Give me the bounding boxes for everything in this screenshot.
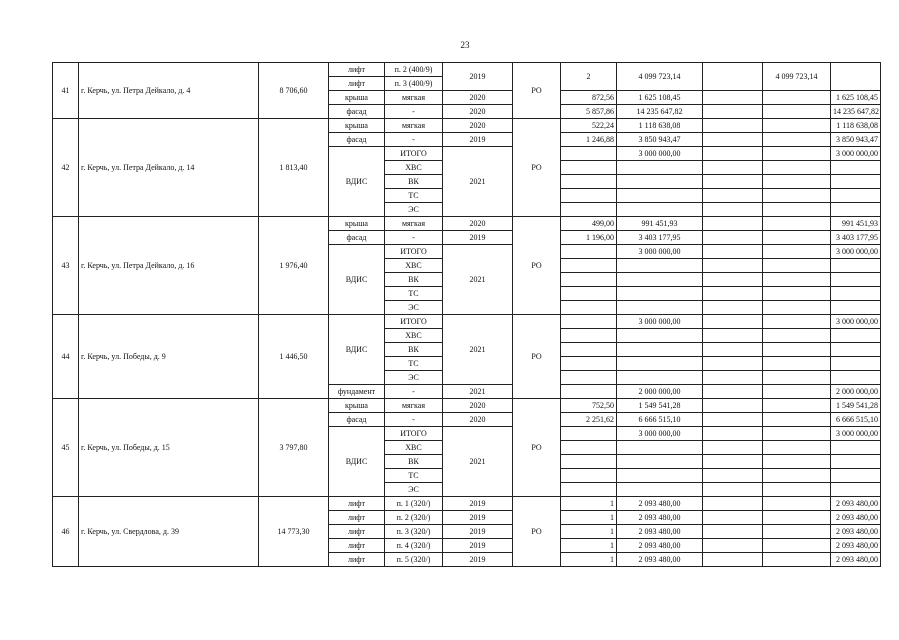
empty-cell xyxy=(831,175,881,189)
row-number: 41 xyxy=(53,63,79,119)
work-total: 2 093 480,00 xyxy=(831,525,881,539)
empty-cell xyxy=(763,119,831,133)
empty-cell xyxy=(703,133,763,147)
vdis-subtype: ЭС xyxy=(385,301,443,315)
empty-cell xyxy=(763,105,831,119)
vdis-cost: 3 000 000,00 xyxy=(617,147,703,161)
work-year: 2020 xyxy=(443,119,513,133)
address: г. Керчь, ул. Петра Дейкало, д. 4 xyxy=(79,63,259,119)
vdis-subtype: ВК xyxy=(385,175,443,189)
work-cost: 14 235 647,82 xyxy=(617,105,703,119)
empty-cell xyxy=(763,525,831,539)
fund-type: РО xyxy=(513,399,561,497)
vdis-label: ВДИС xyxy=(329,427,385,497)
empty-cell xyxy=(703,441,763,455)
work-type: крыша xyxy=(329,119,385,133)
vdis-total: 3 000 000,00 xyxy=(831,315,881,329)
empty-cell xyxy=(617,371,703,385)
empty-cell xyxy=(831,441,881,455)
table-row xyxy=(53,217,881,231)
empty-cell xyxy=(561,455,617,469)
empty-cell xyxy=(763,469,831,483)
work-type: фасад xyxy=(329,231,385,245)
empty-cell xyxy=(831,357,881,371)
work-total: 2 093 480,00 xyxy=(831,497,881,511)
fund-type: РО xyxy=(513,119,561,217)
work-cost: 2 093 480,00 xyxy=(617,553,703,567)
work-year: 2020 xyxy=(443,399,513,413)
row-number: 43 xyxy=(53,217,79,315)
empty-cell xyxy=(763,91,831,105)
work-qty: 1 xyxy=(561,497,617,511)
vdis-subtype: ЭС xyxy=(385,371,443,385)
vdis-subtype: ТС xyxy=(385,189,443,203)
work-qty: 1 xyxy=(561,553,617,567)
work-qty: 2 251,62 xyxy=(561,413,617,427)
vdis-subtype: ХВС xyxy=(385,329,443,343)
work-type: фундамент xyxy=(329,385,385,399)
empty-cell xyxy=(703,119,763,133)
empty-cell xyxy=(831,469,881,483)
vdis-subtype: ВК xyxy=(385,455,443,469)
vdis-total: 3 000 000,00 xyxy=(831,427,881,441)
work-qty: 5 857,86 xyxy=(561,105,617,119)
work-subtype: мягкая xyxy=(385,217,443,231)
empty-cell xyxy=(617,483,703,497)
empty-cell xyxy=(561,357,617,371)
empty-cell xyxy=(703,189,763,203)
empty-cell xyxy=(561,203,617,217)
empty-cell xyxy=(763,161,831,175)
work-year: 2019 xyxy=(443,511,513,525)
work-type: фасад xyxy=(329,413,385,427)
empty-cell xyxy=(831,343,881,357)
work-type: крыша xyxy=(329,399,385,413)
work-subtype: п. 1 (320/) xyxy=(385,497,443,511)
empty-cell xyxy=(703,427,763,441)
vdis-subtype: ИТОГО xyxy=(385,427,443,441)
empty-cell xyxy=(763,427,831,441)
address: г. Керчь, ул. Победы, д. 15 xyxy=(79,399,259,497)
empty-cell xyxy=(617,441,703,455)
vdis-subtype: ХВС xyxy=(385,161,443,175)
work-total: 2 000 000,00 xyxy=(831,385,881,399)
vdis-subtype: ТС xyxy=(385,287,443,301)
empty-cell xyxy=(763,147,831,161)
fund-type: РО xyxy=(513,217,561,315)
empty-cell xyxy=(617,259,703,273)
empty-cell xyxy=(561,175,617,189)
work-type: лифт xyxy=(329,63,385,77)
empty-cell xyxy=(763,329,831,343)
work-cost: 3 850 943,47 xyxy=(617,133,703,147)
address: г. Керчь, ул. Победы, д. 9 xyxy=(79,315,259,399)
vdis-cost: 3 000 000,00 xyxy=(617,315,703,329)
work-total: 3 850 943,47 xyxy=(831,133,881,147)
vdis-total: 3 000 000,00 xyxy=(831,245,881,259)
empty-cell xyxy=(703,245,763,259)
work-total: 2 093 480,00 xyxy=(831,539,881,553)
work-total: 14 235 647,82 xyxy=(831,105,881,119)
work-subtype: п. 3 (320/) xyxy=(385,525,443,539)
empty-cell xyxy=(831,63,881,91)
work-qty: 2 xyxy=(561,63,617,91)
empty-cell xyxy=(703,553,763,567)
empty-cell xyxy=(763,259,831,273)
work-year: 2019 xyxy=(443,539,513,553)
empty-cell xyxy=(617,161,703,175)
empty-cell xyxy=(703,231,763,245)
empty-cell xyxy=(703,525,763,539)
table-row xyxy=(53,497,881,511)
work-cost: 2 093 480,00 xyxy=(617,525,703,539)
empty-cell xyxy=(763,371,831,385)
empty-cell xyxy=(617,329,703,343)
empty-cell xyxy=(703,497,763,511)
work-year: 2019 xyxy=(443,525,513,539)
empty-cell xyxy=(763,441,831,455)
work-subtype: - xyxy=(385,133,443,147)
empty-cell xyxy=(617,455,703,469)
empty-cell xyxy=(703,147,763,161)
empty-cell xyxy=(703,175,763,189)
work-year: 2020 xyxy=(443,105,513,119)
empty-cell xyxy=(561,427,617,441)
empty-cell xyxy=(763,315,831,329)
table-row xyxy=(53,63,881,77)
work-qty: 1 196,00 xyxy=(561,231,617,245)
vdis-subtype: ЭС xyxy=(385,483,443,497)
empty-cell xyxy=(763,343,831,357)
work-cost: 3 403 177,95 xyxy=(617,231,703,245)
work-qty: 872,56 xyxy=(561,91,617,105)
vdis-label: ВДИС xyxy=(329,315,385,385)
work-qty: 1 246,88 xyxy=(561,133,617,147)
area: 3 797,80 xyxy=(259,399,329,497)
work-total: 1 625 108,45 xyxy=(831,91,881,105)
work-qty: 1 xyxy=(561,511,617,525)
work-total: 991 451,93 xyxy=(831,217,881,231)
work-type: лифт xyxy=(329,553,385,567)
work-cost-alt: 4 099 723,14 xyxy=(763,63,831,91)
vdis-cost: 3 000 000,00 xyxy=(617,245,703,259)
empty-cell xyxy=(703,259,763,273)
work-type: фасад xyxy=(329,105,385,119)
vdis-label: ВДИС xyxy=(329,245,385,315)
empty-cell xyxy=(703,63,763,91)
empty-cell xyxy=(617,343,703,357)
empty-cell xyxy=(763,399,831,413)
work-total: 2 093 480,00 xyxy=(831,511,881,525)
empty-cell xyxy=(561,161,617,175)
vdis-subtype: ХВС xyxy=(385,441,443,455)
empty-cell xyxy=(561,259,617,273)
empty-cell xyxy=(831,483,881,497)
vdis-subtype: ВК xyxy=(385,273,443,287)
empty-cell xyxy=(763,413,831,427)
vdis-label: ВДИС xyxy=(329,147,385,217)
repair-schedule-table xyxy=(52,62,881,567)
empty-cell xyxy=(831,371,881,385)
empty-cell xyxy=(703,385,763,399)
work-qty: 1 xyxy=(561,539,617,553)
vdis-cost: 3 000 000,00 xyxy=(617,427,703,441)
row-number: 45 xyxy=(53,399,79,497)
work-year: 2019 xyxy=(443,231,513,245)
vdis-year: 2021 xyxy=(443,245,513,315)
empty-cell xyxy=(703,301,763,315)
work-type: лифт xyxy=(329,525,385,539)
work-cost: 2 093 480,00 xyxy=(617,511,703,525)
empty-cell xyxy=(561,483,617,497)
work-subtype: п. 2 (400/9) xyxy=(385,63,443,77)
empty-cell xyxy=(831,259,881,273)
fund-type: РО xyxy=(513,497,561,567)
empty-cell xyxy=(763,357,831,371)
empty-cell xyxy=(561,371,617,385)
empty-cell xyxy=(763,175,831,189)
empty-cell xyxy=(617,469,703,483)
empty-cell xyxy=(617,273,703,287)
empty-cell xyxy=(763,553,831,567)
work-cost: 2 093 480,00 xyxy=(617,497,703,511)
empty-cell xyxy=(617,203,703,217)
address: г. Керчь, ул. Свердлова, д. 39 xyxy=(79,497,259,567)
work-year: 2019 xyxy=(443,133,513,147)
area: 14 773,30 xyxy=(259,497,329,567)
work-subtype: п. 4 (320/) xyxy=(385,539,443,553)
work-qty: 522,24 xyxy=(561,119,617,133)
empty-cell xyxy=(561,287,617,301)
work-type: фасад xyxy=(329,133,385,147)
work-qty: 752,50 xyxy=(561,399,617,413)
work-type: лифт xyxy=(329,539,385,553)
work-cost: 991 451,93 xyxy=(617,217,703,231)
work-qty: 499,00 xyxy=(561,217,617,231)
work-subtype: - xyxy=(385,385,443,399)
work-subtype: п. 2 (320/) xyxy=(385,511,443,525)
work-year: 2019 xyxy=(443,63,513,91)
work-year: 2020 xyxy=(443,217,513,231)
work-total: 6 666 515,10 xyxy=(831,413,881,427)
empty-cell xyxy=(561,441,617,455)
work-type: лифт xyxy=(329,77,385,91)
table-row xyxy=(53,315,881,329)
empty-cell xyxy=(831,161,881,175)
area: 1 976,40 xyxy=(259,217,329,315)
empty-cell xyxy=(763,245,831,259)
empty-cell xyxy=(617,287,703,301)
work-cost: 2 000 000,00 xyxy=(617,385,703,399)
work-subtype: п. 3 (400/9) xyxy=(385,77,443,91)
empty-cell xyxy=(703,287,763,301)
empty-cell xyxy=(561,343,617,357)
work-cost: 1 549 541,28 xyxy=(617,399,703,413)
work-qty xyxy=(561,385,617,399)
empty-cell xyxy=(703,315,763,329)
empty-cell xyxy=(703,203,763,217)
work-cost: 6 666 515,10 xyxy=(617,413,703,427)
empty-cell xyxy=(703,413,763,427)
empty-cell xyxy=(831,287,881,301)
empty-cell xyxy=(703,539,763,553)
work-year: 2020 xyxy=(443,91,513,105)
vdis-subtype: ИТОГО xyxy=(385,147,443,161)
empty-cell xyxy=(703,343,763,357)
area: 1 446,50 xyxy=(259,315,329,399)
empty-cell xyxy=(617,189,703,203)
work-cost: 2 093 480,00 xyxy=(617,539,703,553)
work-cost: 1 625 108,45 xyxy=(617,91,703,105)
work-year: 2020 xyxy=(443,413,513,427)
empty-cell xyxy=(831,273,881,287)
work-total: 3 403 177,95 xyxy=(831,231,881,245)
work-type: крыша xyxy=(329,91,385,105)
vdis-subtype: ХВС xyxy=(385,259,443,273)
work-year: 2021 xyxy=(443,385,513,399)
empty-cell xyxy=(703,105,763,119)
empty-cell xyxy=(703,357,763,371)
empty-cell xyxy=(763,231,831,245)
row-number: 46 xyxy=(53,497,79,567)
work-subtype: п. 5 (320/) xyxy=(385,553,443,567)
empty-cell xyxy=(763,273,831,287)
empty-cell xyxy=(561,315,617,329)
empty-cell xyxy=(561,469,617,483)
empty-cell xyxy=(763,539,831,553)
empty-cell xyxy=(763,287,831,301)
page-number: 23 xyxy=(460,40,470,50)
work-qty: 1 xyxy=(561,525,617,539)
empty-cell xyxy=(617,301,703,315)
work-year: 2019 xyxy=(443,497,513,511)
empty-cell xyxy=(763,301,831,315)
work-subtype: - xyxy=(385,231,443,245)
empty-cell xyxy=(831,329,881,343)
empty-cell xyxy=(617,175,703,189)
empty-cell xyxy=(703,329,763,343)
vdis-year: 2021 xyxy=(443,315,513,385)
empty-cell xyxy=(763,455,831,469)
work-subtype: мягкая xyxy=(385,399,443,413)
work-cost: 4 099 723,14 xyxy=(617,63,703,91)
empty-cell xyxy=(561,189,617,203)
work-total: 1 118 638,08 xyxy=(831,119,881,133)
work-cost: 1 118 638,08 xyxy=(617,119,703,133)
empty-cell xyxy=(703,91,763,105)
work-subtype: мягкая xyxy=(385,119,443,133)
empty-cell xyxy=(561,245,617,259)
address: г. Керчь, ул. Петра Дейкало, д. 14 xyxy=(79,119,259,217)
empty-cell xyxy=(763,511,831,525)
empty-cell xyxy=(763,217,831,231)
empty-cell xyxy=(763,385,831,399)
vdis-year: 2021 xyxy=(443,427,513,497)
address: г. Керчь, ул. Петра Дейкало, д. 16 xyxy=(79,217,259,315)
work-type: лифт xyxy=(329,497,385,511)
empty-cell xyxy=(831,203,881,217)
empty-cell xyxy=(763,203,831,217)
vdis-year: 2021 xyxy=(443,147,513,217)
row-number: 42 xyxy=(53,119,79,217)
empty-cell xyxy=(561,273,617,287)
empty-cell xyxy=(703,469,763,483)
work-total: 1 549 541,28 xyxy=(831,399,881,413)
work-subtype: - xyxy=(385,105,443,119)
empty-cell xyxy=(703,217,763,231)
empty-cell xyxy=(831,189,881,203)
empty-cell xyxy=(703,455,763,469)
empty-cell xyxy=(831,455,881,469)
empty-cell xyxy=(763,133,831,147)
area: 1 813,40 xyxy=(259,119,329,217)
row-number: 44 xyxy=(53,315,79,399)
empty-cell xyxy=(703,273,763,287)
vdis-subtype: ИТОГО xyxy=(385,315,443,329)
empty-cell xyxy=(561,301,617,315)
empty-cell xyxy=(703,483,763,497)
work-type: лифт xyxy=(329,511,385,525)
vdis-subtype: ЭС xyxy=(385,203,443,217)
work-subtype: - xyxy=(385,413,443,427)
empty-cell xyxy=(703,161,763,175)
empty-cell xyxy=(617,357,703,371)
vdis-subtype: ТС xyxy=(385,357,443,371)
work-year: 2019 xyxy=(443,553,513,567)
empty-cell xyxy=(703,511,763,525)
vdis-subtype: ВК xyxy=(385,343,443,357)
table-row xyxy=(53,399,881,413)
empty-cell xyxy=(763,189,831,203)
empty-cell xyxy=(703,399,763,413)
vdis-subtype: ИТОГО xyxy=(385,245,443,259)
empty-cell xyxy=(831,301,881,315)
empty-cell xyxy=(561,329,617,343)
empty-cell xyxy=(763,483,831,497)
empty-cell xyxy=(561,147,617,161)
work-total: 2 093 480,00 xyxy=(831,553,881,567)
work-type: крыша xyxy=(329,217,385,231)
fund-type: РО xyxy=(513,315,561,399)
empty-cell xyxy=(763,497,831,511)
fund-type: РО xyxy=(513,63,561,119)
empty-cell xyxy=(703,371,763,385)
vdis-total: 3 000 000,00 xyxy=(831,147,881,161)
area: 8 706,60 xyxy=(259,63,329,119)
table-row xyxy=(53,119,881,133)
work-subtype: мягкая xyxy=(385,91,443,105)
vdis-subtype: ТС xyxy=(385,469,443,483)
